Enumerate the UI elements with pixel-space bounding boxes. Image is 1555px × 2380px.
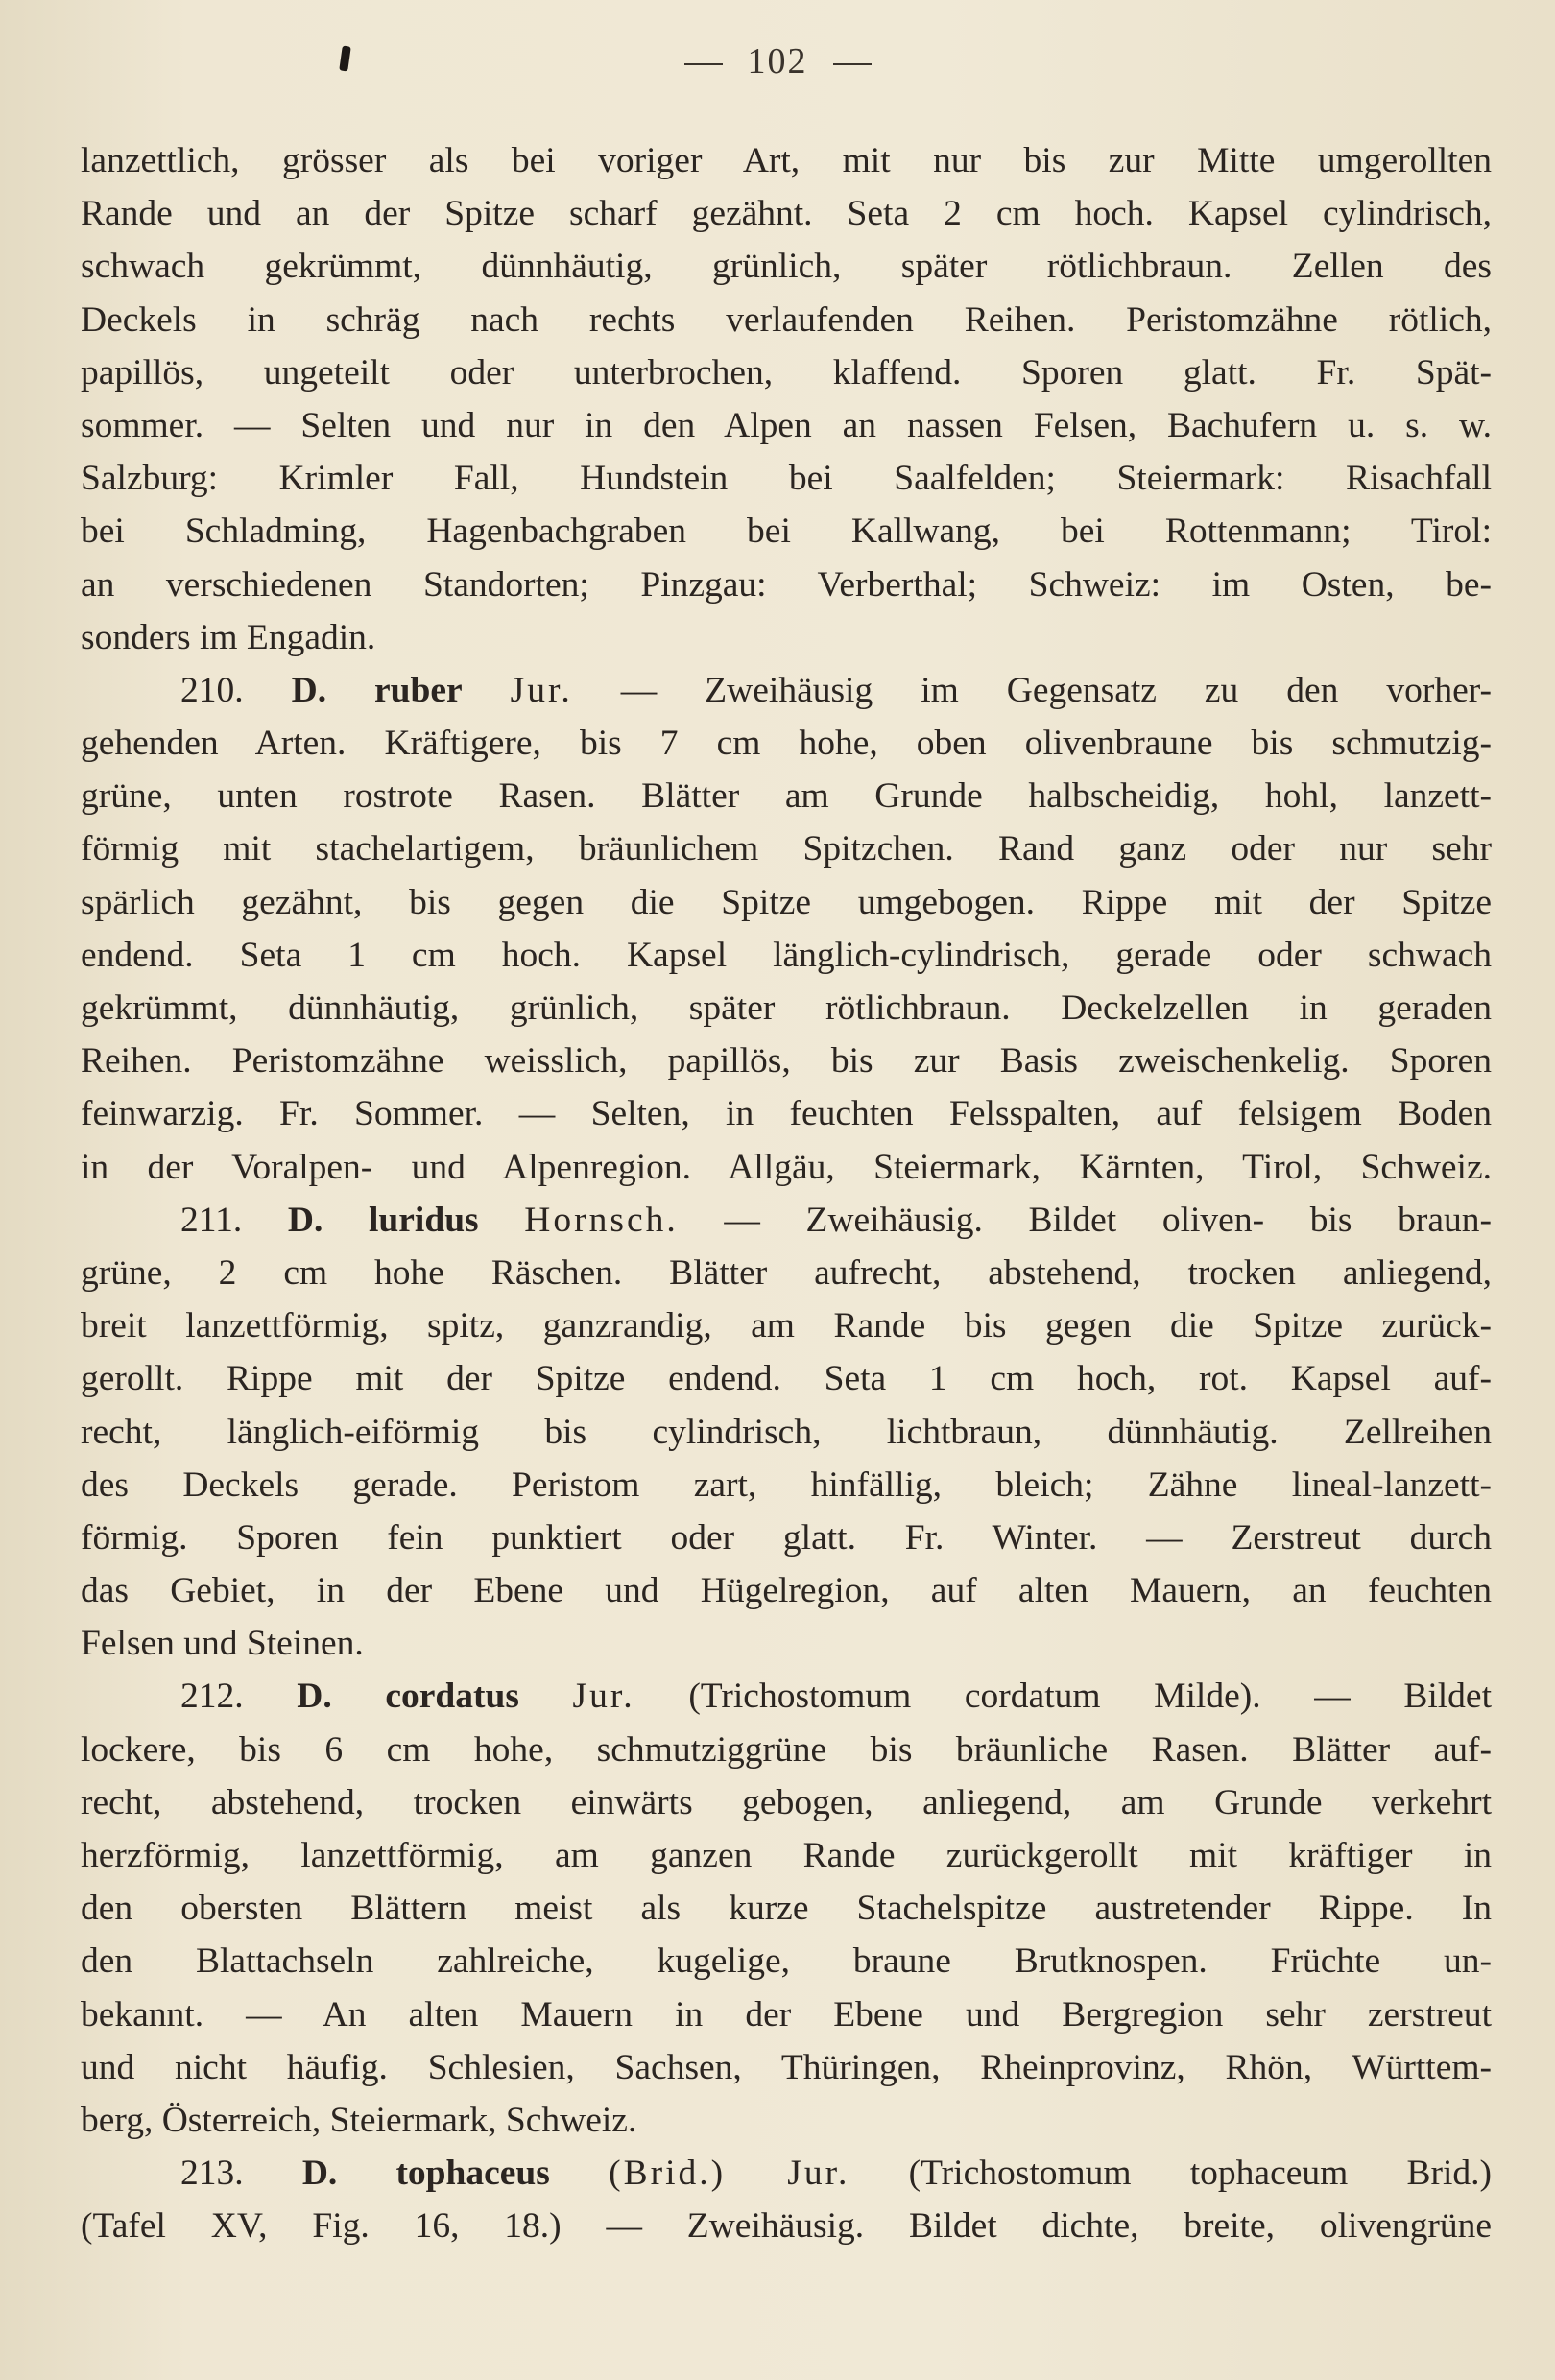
text-line: berg, Österreich, Steiermark, Schweiz. [81, 2100, 637, 2140]
species-name: D. ruber [291, 670, 463, 710]
text-line: Salzburg: Krimler Fall, Hundstein bei Saalfelden; Steiermark: Risachfall [81, 459, 1492, 499]
text-line: grüne, unten rostrote Rasen. Blätter am Grunde halbscheidig, hohl, lanzett- [81, 776, 1492, 817]
text-line: den Blattachseln zahlreiche, kugelige, braune Brutknospen. Früchte un- [81, 1941, 1492, 1982]
text-line: und nicht häufig. Schlesien, Sachsen, Thüringen, Rheinprovinz, Rhön, Württem- [81, 2047, 1492, 2087]
text-line: Deckels in schräg nach rechts verlaufenden Reihen. Peristomzähne rötlich, [81, 299, 1492, 340]
text-line: lockere, bis 6 cm hohe, schmutziggrüne bis bräunliche Rasen. Blätter auf- [81, 1729, 1492, 1770]
species-entry-212 [81, 1670, 1492, 1723]
text-line: das Gebiet, in der Ebene und Hügelregion, auf alten Mauern, an feuchten [81, 1571, 1492, 1611]
text-line: den obersten Blättern meist als kurze Stachelspitze austretender Rippe. In [81, 1889, 1492, 1929]
species-author: Jur. [572, 1677, 635, 1717]
text-line: förmig. Sporen fein punktiert oder glatt. Fr. Winter. — Zerstreut durch [81, 1517, 1492, 1558]
text-line: (Tafel XV, Fig. 16, 18.) — Zweihäusig. Bildet dichte, breite, olivengrüne [81, 2206, 1492, 2247]
species-number: 210. [180, 670, 244, 710]
text-line: herzförmig, lanzettförmig, am ganzen Rande zurückgerollt mit kräftiger in [81, 1836, 1492, 1875]
text-line: grüne, 2 cm hohe Räschen. Blätter aufrecht, abstehend, trocken anliegend, [81, 1252, 1492, 1293]
text-line: endend. Seta 1 cm hoch. Kapsel länglich-cylindrisch, gerade oder schwach [81, 935, 1492, 975]
text-fragment: — Zweihäusig im Gegensatz zu den vorher- [620, 670, 1493, 710]
text-line: sommer. — Selten und nur in den Alpen an nassen Felsen, Bachufern u. s. w. [81, 405, 1492, 445]
text-line: in der Voralpen- und Alpenregion. Allgäu, Steiermark, Kärnten, Tirol, Schweiz. [81, 1147, 1492, 1187]
text-line: gerollt. Rippe mit der Spitze endend. Seta 1 cm hoch, rot. Kapsel auf- [81, 1359, 1492, 1399]
text-fragment: — Zweihäusig. Bildet oliven- bis braun- [724, 1200, 1492, 1240]
species-entry-210 [81, 664, 1492, 717]
text-line: breit lanzettförmig, spitz, ganzrandig, am Rande bis gegen die Spitze zurück- [81, 1306, 1492, 1346]
page-body [81, 134, 1492, 2253]
text-line: Felsen und Steinen. [81, 1624, 364, 1664]
species-author: Jur. [510, 670, 573, 710]
text-line: recht, abstehend, trocken einwärts gebogen, anliegend, am Grunde verkehrt [81, 1782, 1492, 1822]
species-author: Hornsch. [524, 1200, 679, 1240]
species-author: (Brid.) Jur. [609, 2154, 850, 2194]
text-fragment: (Trichostomum tophaceum Brid.) [908, 2154, 1492, 2194]
species-number: 213. [180, 2154, 244, 2194]
text-line: papillös, ungeteilt oder unterbrochen, klaffend. Sporen glatt. Fr. Spät- [81, 352, 1492, 393]
species-number: 211. [180, 1200, 243, 1240]
species-entry-211 [81, 1194, 1492, 1247]
text-line: lanzettlich, grösser als bei voriger Art, mit nur bis zur Mitte umgerollten [81, 141, 1492, 180]
text-line: an verschiedenen Standorten; Pinzgau: Verberthal; Schweiz: im Osten, be- [81, 564, 1492, 605]
species-name: D. luridus [287, 1200, 479, 1240]
text-line: förmig mit stachelartigem, bräunlichem Spitzchen. Rand ganz oder nur sehr [81, 829, 1492, 869]
page-number: 102 [747, 41, 808, 82]
species-name: D. cordatus [297, 1677, 519, 1717]
text-line: Rande und an der Spitze scharf gezähnt. Seta 2 cm hoch. Kapsel cylindrisch, [81, 194, 1492, 234]
species-entry-213 [81, 2147, 1492, 2200]
text-line: recht, länglich-eiförmig bis cylindrisch, lichtbraun, dünnhäutig. Zellreihen [81, 1412, 1492, 1452]
text-line: bekannt. — An alten Mauern in der Ebene und Bergregion sehr zerstreut [81, 1994, 1492, 2035]
header-dash-left [684, 63, 723, 65]
text-fragment: (Trichostomum cordatum Milde). — Bildet [688, 1677, 1492, 1717]
text-line: feinwarzig. Fr. Sommer. — Selten, in feuchten Felsspalten, auf felsigem Boden [81, 1094, 1492, 1134]
text-line: Reihen. Peristomzähne weisslich, papillös, bis zur Basis zweischenkelig. Sporen [81, 1041, 1492, 1082]
header-dash-right [833, 63, 872, 65]
text-line: bei Schladming, Hagenbachgraben bei Kallwang, bei Rottenmann; Tirol: [81, 512, 1492, 552]
page-header [0, 40, 1555, 83]
text-line: spärlich gezähnt, bis gegen die Spitze umgebogen. Rippe mit der Spitze [81, 882, 1492, 922]
text-line: schwach gekrümmt, dünnhäutig, grünlich, später rötlichbraun. Zellen des [81, 247, 1492, 287]
text-line: des Deckels gerade. Peristom zart, hinfällig, bleich; Zähne lineal-lanzett- [81, 1464, 1492, 1505]
text-line: sonders im Engadin. [81, 617, 376, 657]
text-line: gekrümmt, dünnhäutig, grünlich, später rötlichbraun. Deckelzellen in geraden [81, 988, 1492, 1028]
text-line: gehenden Arten. Kräftigere, bis 7 cm hohe, oben olivenbraune bis schmutzig- [81, 724, 1492, 764]
species-name: D. tophaceus [301, 2154, 550, 2194]
species-number: 212. [180, 1677, 244, 1717]
